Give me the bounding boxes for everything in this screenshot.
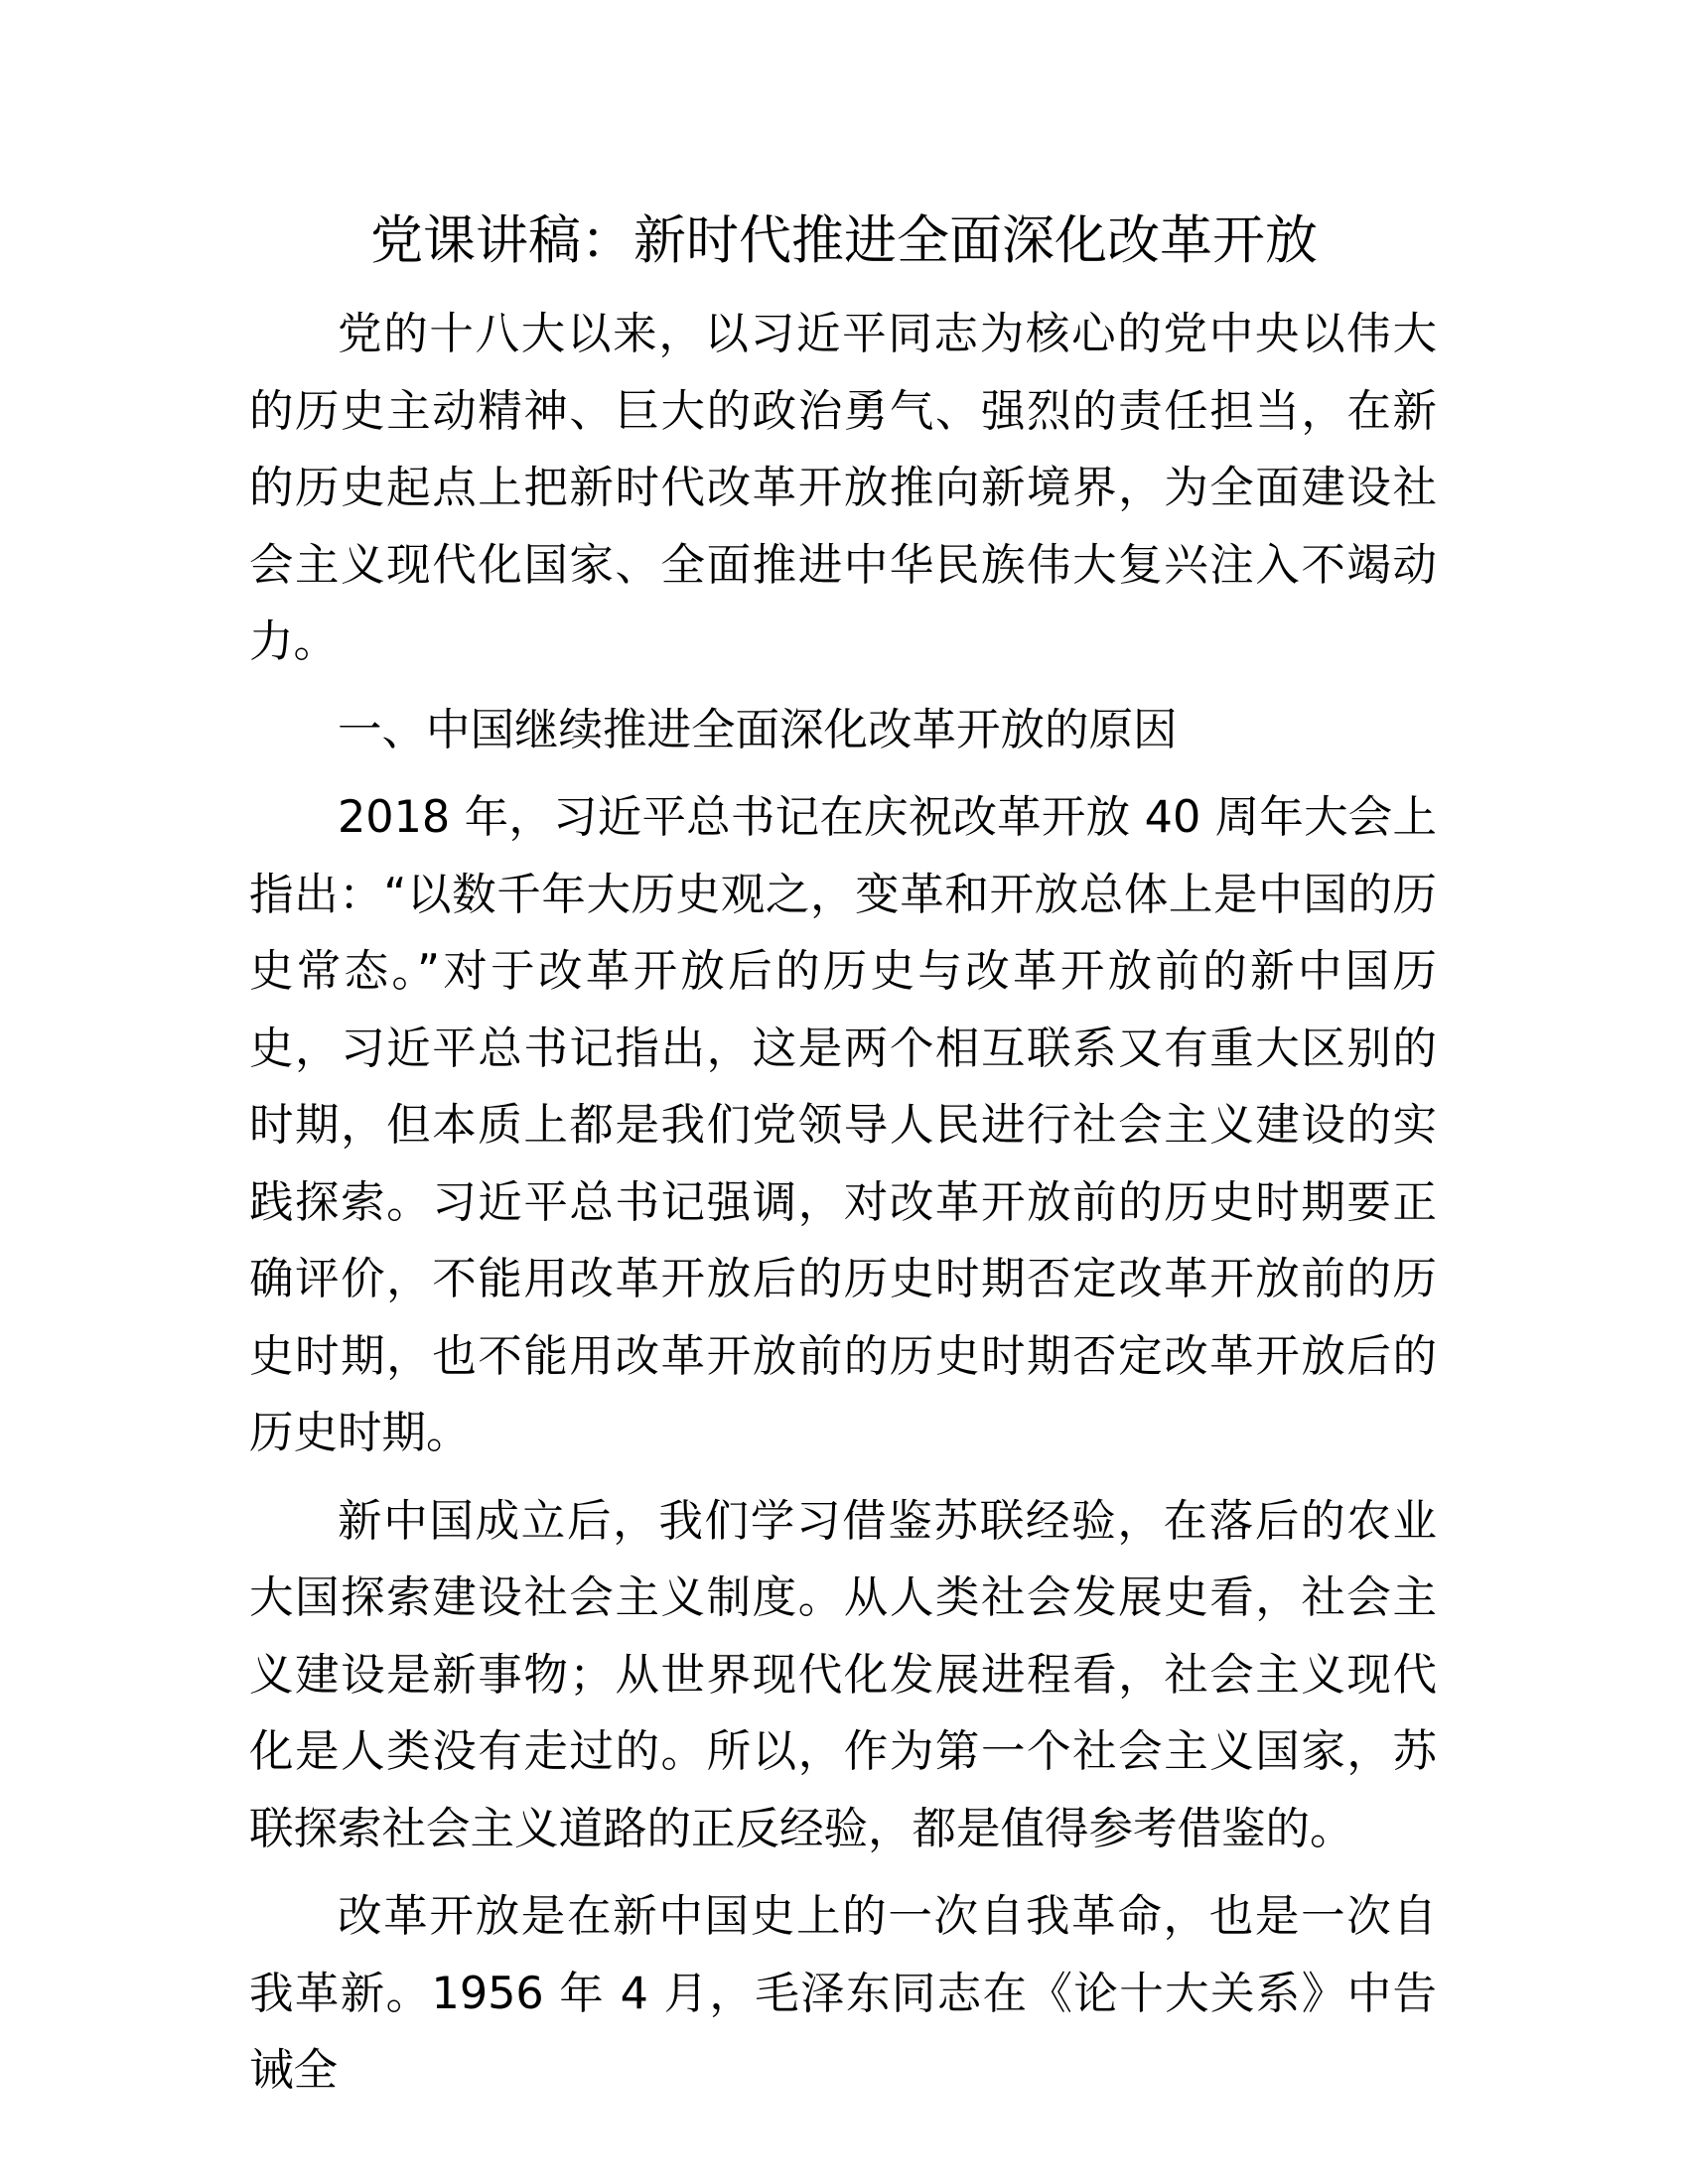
section-heading-1: 一、中国继续推进全面深化改革开放的原因 bbox=[338, 704, 1178, 755]
document-body bbox=[249, 296, 1437, 2120]
paragraph-soviet-experience: 新中国成立后，我们学习借鉴苏联经验，在落后的农业大国探索建设社会主义制度。从人类社会发展史看，社会主义建设是新事物；从世界现代化发展进程看，社会主义现代化是人类没有走过的。所以，作为第一个社会主义国家，苏联探索社会主义道路的正反经验，都是值得参考借鉴的。 bbox=[249, 1495, 1437, 1854]
paragraph-self-revolution: 改革开放是在新中国史上的一次自我革命，也是一次自我革新。1956 年 4 月，毛泽东同志在《论十大关系》中告诫全 bbox=[249, 1891, 1437, 2096]
paragraph-intro: 党的十八大以来，以习近平同志为核心的党中央以伟大的历史主动精神、巨大的政治勇气、强烈的责任担当，在新的历史起点上把新时代改革开放推向新境界，为全面建设社会主义现代化国家、全面推进中华民族伟大复兴注入不竭动力。 bbox=[249, 309, 1437, 667]
paragraph-2018-speech: 2018 年，习近平总书记在庆祝改革开放 40 周年大会上指出：“以数千年大历史观之，变革和开放总体上是中国的历史常态。”对于改革开放后的历史与改革开放前的新中国历史，习近平总书记指出，这是两个相互联系又有重大区别的时期，但本质上都是我们党领导人民进行社会主义建设的实践探索。习近平总书记强调，对改革开放前的历史时期要正确评价，不能用改革开放后的历史时期否定改革开放前的历史时期，也不能用改革开放前的历史时期否定改革开放后的历史时期。 bbox=[249, 792, 1437, 1458]
document-title: 党课讲稿：新时代推进全面深化改革开放 bbox=[370, 210, 1318, 271]
